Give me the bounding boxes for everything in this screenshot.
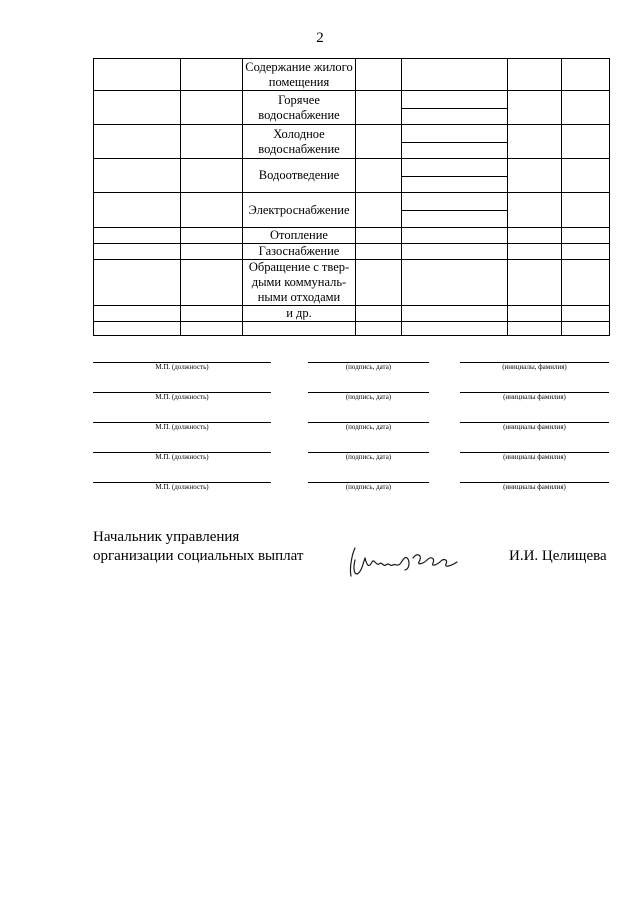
service-label: Холодное водоснабжение bbox=[243, 125, 356, 159]
table-cell bbox=[356, 159, 402, 193]
table-cell bbox=[181, 306, 243, 322]
table-row bbox=[94, 260, 610, 306]
table-cell bbox=[181, 228, 243, 244]
handwritten-signature bbox=[345, 538, 465, 583]
table-row bbox=[94, 125, 610, 159]
table-cell bbox=[562, 193, 610, 228]
table-cell bbox=[94, 244, 181, 260]
table-cell bbox=[181, 322, 243, 336]
table-cell bbox=[94, 228, 181, 244]
signature-row bbox=[93, 392, 609, 406]
table-cell bbox=[562, 322, 610, 336]
service-label: Обращение с твер-дыми коммуналь-ными отходами bbox=[243, 260, 356, 306]
table-cell bbox=[94, 306, 181, 322]
table-cell bbox=[562, 244, 610, 260]
table-row bbox=[94, 306, 610, 322]
signatory-title-line: Начальник управления bbox=[93, 529, 240, 545]
table-cell bbox=[562, 125, 610, 159]
signature-caption: (подпись, дата) bbox=[345, 363, 392, 371]
signature-row bbox=[93, 362, 609, 376]
table-cell bbox=[356, 244, 402, 260]
table-cell bbox=[181, 260, 243, 306]
services-table bbox=[93, 58, 610, 336]
signature-row bbox=[93, 452, 609, 466]
table-cell bbox=[402, 322, 508, 336]
service-label: и др. bbox=[243, 306, 356, 322]
table-cell bbox=[94, 260, 181, 306]
table-row bbox=[94, 59, 610, 91]
table-cell bbox=[94, 125, 181, 159]
service-label: Водоотведение bbox=[243, 159, 356, 193]
signature-caption: (подпись, дата) bbox=[345, 483, 392, 491]
position-caption: М.П. (должность) bbox=[155, 453, 209, 461]
service-label: Электроснабжение bbox=[243, 193, 356, 228]
table-cell bbox=[562, 228, 610, 244]
signatory-name: И.И. Целищева bbox=[509, 548, 607, 564]
position-caption: М.П. (должность) bbox=[155, 423, 209, 431]
table-row bbox=[94, 244, 610, 260]
table-cell bbox=[402, 260, 508, 306]
table-cell bbox=[508, 125, 562, 159]
table-cell bbox=[94, 193, 181, 228]
table-cell bbox=[94, 91, 181, 125]
service-label: Горячее водоснабжение bbox=[243, 91, 356, 125]
signature-row bbox=[93, 422, 609, 436]
position-caption: М.П. (должность) bbox=[155, 363, 209, 371]
name-caption: (инициалы фамилия) bbox=[503, 483, 566, 491]
table-cell bbox=[402, 193, 508, 228]
table-cell bbox=[181, 91, 243, 125]
table-cell bbox=[402, 306, 508, 322]
signature-caption: (подпись, дата) bbox=[345, 393, 392, 401]
table-cell bbox=[356, 260, 402, 306]
table-cell bbox=[562, 59, 610, 91]
table-cell bbox=[402, 125, 508, 159]
table-cell bbox=[356, 59, 402, 91]
table-cell bbox=[402, 91, 508, 125]
signature-caption: (подпись, дата) bbox=[345, 453, 392, 461]
signature-row bbox=[93, 482, 609, 496]
table-cell bbox=[181, 244, 243, 260]
table-cell bbox=[508, 228, 562, 244]
table-cell bbox=[356, 306, 402, 322]
table-cell bbox=[356, 228, 402, 244]
table-cell bbox=[94, 159, 181, 193]
service-label: Газоснабжение bbox=[243, 244, 356, 260]
table-cell bbox=[508, 260, 562, 306]
signatory-title-line: организации социальных выплат bbox=[93, 548, 304, 564]
name-caption: (инициалы фамилия) bbox=[503, 453, 566, 461]
table-row bbox=[94, 91, 610, 125]
table-cell bbox=[402, 59, 508, 91]
signatory-title bbox=[93, 528, 303, 566]
name-caption: (инициалы фамилия) bbox=[503, 423, 566, 431]
table-cell bbox=[94, 59, 181, 91]
table-row bbox=[94, 228, 610, 244]
table-cell bbox=[181, 59, 243, 91]
table-cell bbox=[508, 59, 562, 91]
table-cell bbox=[508, 244, 562, 260]
table-cell bbox=[181, 125, 243, 159]
service-label: Содержание жилого помещения bbox=[243, 59, 356, 91]
table-cell bbox=[508, 159, 562, 193]
signature-caption: (подпись, дата) bbox=[345, 423, 392, 431]
table-cell bbox=[181, 159, 243, 193]
table-cell bbox=[356, 322, 402, 336]
table-cell bbox=[562, 91, 610, 125]
position-caption: М.П. (должность) bbox=[155, 483, 209, 491]
service-label: Отопление bbox=[243, 228, 356, 244]
table-cell bbox=[402, 244, 508, 260]
table-cell bbox=[402, 159, 508, 193]
table-cell bbox=[508, 193, 562, 228]
table-row bbox=[94, 322, 610, 336]
table-cell bbox=[508, 322, 562, 336]
table-cell bbox=[181, 193, 243, 228]
table-cell bbox=[356, 91, 402, 125]
table-cell bbox=[562, 159, 610, 193]
table-cell bbox=[562, 306, 610, 322]
table-row bbox=[94, 159, 610, 193]
name-caption: (инициалы, фамилия) bbox=[502, 363, 567, 371]
table-cell bbox=[402, 228, 508, 244]
name-caption: (инициалы фамилия) bbox=[503, 393, 566, 401]
position-caption: М.П. (должность) bbox=[155, 393, 209, 401]
page-number: 2 bbox=[316, 30, 324, 46]
table-cell bbox=[94, 322, 181, 336]
table-cell bbox=[508, 306, 562, 322]
service-label bbox=[243, 322, 356, 336]
table-cell bbox=[562, 260, 610, 306]
table-cell bbox=[356, 193, 402, 228]
table-cell bbox=[508, 91, 562, 125]
table-row bbox=[94, 193, 610, 228]
table-cell bbox=[356, 125, 402, 159]
